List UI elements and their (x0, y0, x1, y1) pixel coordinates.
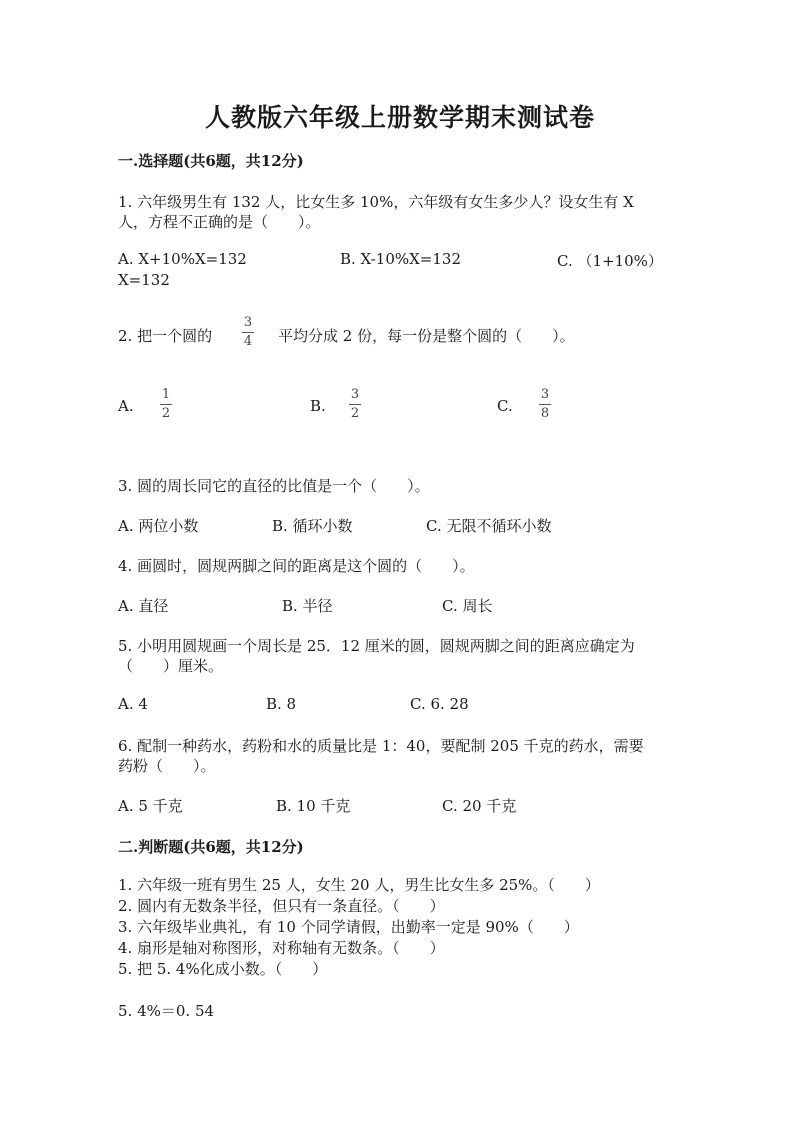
question-1-option-c-cont: X=132 (118, 271, 170, 289)
fraction-bar (160, 404, 172, 405)
question-6-line-1: 6. 配制一种药水，药粉和水的质量比是 1：40，要配制 205 千克的药水，需要 (118, 737, 644, 755)
question-6-option-c: C. 20 千克 (442, 797, 517, 815)
question-5-option-a: A. 4 (118, 695, 148, 713)
question-2-option-c-fraction (537, 388, 553, 421)
question-3-option-b: B. 循环小数 (272, 517, 353, 535)
fraction-denominator: 8 (540, 406, 550, 421)
question-3-option-a: A. 两位小数 (118, 517, 199, 535)
judgement-item-4: 4. 扇形是轴对称图形，对称轴有无数条。（ ） (118, 939, 445, 957)
question-2-option-c-label: C. (497, 397, 513, 415)
judgement-answer: 5. 4%＝0. 54 (118, 1002, 215, 1020)
judgement-item-2: 2. 圆内有无数条半径，但只有一条直径。（ ） (118, 897, 445, 915)
question-5-line-2: （ ）厘米。 (118, 657, 224, 675)
judgement-item-3: 3. 六年级毕业典礼，有 10 个同学请假，出勤率一定是 90%（ ） (118, 918, 579, 936)
page-title: 人教版六年级上册数学期末测试卷 (204, 103, 595, 132)
question-6-line-2: 药粉（ ）。 (118, 757, 216, 775)
judgement-item-1: 1. 六年级一班有男生 25 人，女生 20 人，男生比女生多 25%。（ ） (118, 876, 600, 894)
question-1-option-c: C. （1+10%） (557, 252, 663, 270)
judgement-item-5: 5. 把 5. 4%化成小数。（ ） (118, 960, 328, 978)
question-4-option-a: A. 直径 (118, 597, 169, 615)
question-1-option-b: B. X-10%X=132 (340, 250, 461, 268)
fraction-denominator: 2 (161, 406, 171, 421)
fraction-bar (349, 404, 361, 405)
question-4-text: 4. 画圆时，圆规两脚之间的距离是这个圆的（ ）。 (118, 557, 475, 575)
fraction-numerator: 3 (540, 387, 550, 402)
fraction-bar (242, 332, 254, 333)
fraction-bar (539, 404, 551, 405)
question-5-option-c: C. 6. 28 (410, 695, 469, 713)
fraction-denominator: 4 (243, 334, 253, 349)
question-6-option-b: B. 10 千克 (276, 797, 351, 815)
question-6-option-a: A. 5 千克 (118, 797, 183, 815)
question-1-option-a: A. X+10%X=132 (118, 250, 247, 268)
question-2-option-b-label: B. (310, 397, 326, 415)
fraction-denominator: 2 (350, 406, 360, 421)
question-2-option-a-label: A. (118, 397, 134, 415)
question-4-option-c: C. 周长 (442, 597, 493, 615)
section-judgement-header: 二.判断题(共6题，共12分) (118, 838, 304, 856)
question-2-suffix: 平均分成 2 份，每一份是整个圆的（ ）。 (278, 327, 575, 345)
fraction-numerator: 3 (243, 315, 253, 330)
question-5-line-1: 5. 小明用圆规画一个周长是 25．12 厘米的圆，圆规两脚之间的距离应确定为 (118, 637, 635, 655)
question-2-option-a-fraction (158, 388, 174, 421)
question-2-fraction (240, 316, 256, 349)
question-3-text: 3. 圆的周长同它的直径的比值是一个（ ）。 (118, 477, 430, 495)
question-3-option-c: C. 无限不循环小数 (426, 517, 552, 535)
fraction-numerator: 1 (161, 387, 171, 402)
question-2-option-b-fraction (347, 388, 363, 421)
question-4-option-b: B. 半径 (282, 597, 333, 615)
question-1-line-1: 1. 六年级男生有 132 人，比女生多 10%，六年级有女生多少人？设女生有 X (118, 193, 634, 211)
question-1-line-2: 人，方程不正确的是（ ）。 (118, 213, 321, 231)
question-5-option-b: B. 8 (266, 695, 297, 713)
question-2-prefix: 2. 把一个圆的 (118, 327, 213, 345)
section-choice-header: 一.选择题(共6题，共12分) (118, 152, 304, 170)
fraction-numerator: 3 (350, 387, 360, 402)
